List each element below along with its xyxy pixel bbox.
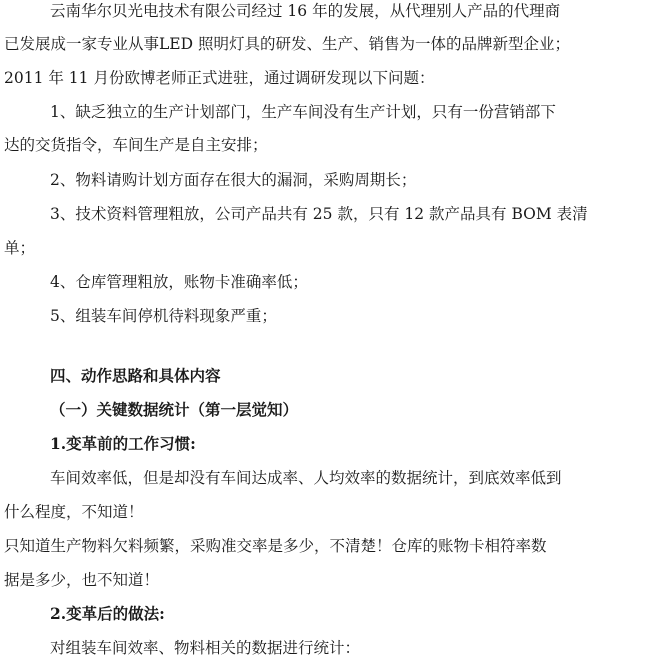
before-p1-line-1: 车间效率低，但是却没有车间达成率、人均效率的数据统计，到底效率低到 [50,469,562,487]
problem-2: 2、物料请购计划方面存在很大的漏洞，采购周期长； [50,171,417,189]
before-p1-line-2: 什么程度，不知道！ [4,503,144,521]
before-p2-line-2: 据是多少，也不知道！ [4,571,160,589]
problem-1-line-1: 1、缺乏独立的生产计划部门，生产车间没有生产计划，只有一份营销部下 [50,103,556,121]
intro-line-3: 2011 年 11 月份欧博老师正式进驻，通过调研发现以下问题： [4,69,435,87]
problem-3-line-2: 单； [4,239,36,257]
problem-3-line-1: 3、技术资料管理粗放，公司产品共有 25 款，只有 12 款产品具有 BOM 表清 [50,205,588,223]
after-title: 2.变革后的做法: [50,604,165,623]
intro-line-2: 已发展成一家专业从事LED 照明灯具的研发、生产、销售为一体的品牌新型企业； [4,35,570,53]
after-p1: 对组装车间效率、物料相关的数据进行统计： [50,639,361,657]
problem-1-line-2: 达的交货指令，车间生产是自主安排； [4,136,268,154]
section-subheading: （一）关键数据统计（第一层觉知） [50,400,299,419]
problem-5: 5、组装车间停机待料现象严重； [50,307,277,325]
before-p2-line-1: 只知道生产物料欠料频繁，采购准交率是多少，不清楚！仓库的账物卡相符率数 [4,537,547,555]
before-title: 1.变革前的工作习惯: [50,434,196,453]
problem-4: 4、仓库管理粗放，账物卡准确率低； [50,273,308,291]
intro-line-1: 云南华尔贝光电技术有限公司经过 16 年的发展，从代理别人产品的代理商 [50,2,561,20]
section-heading: 四、动作思路和具体内容 [50,366,221,385]
